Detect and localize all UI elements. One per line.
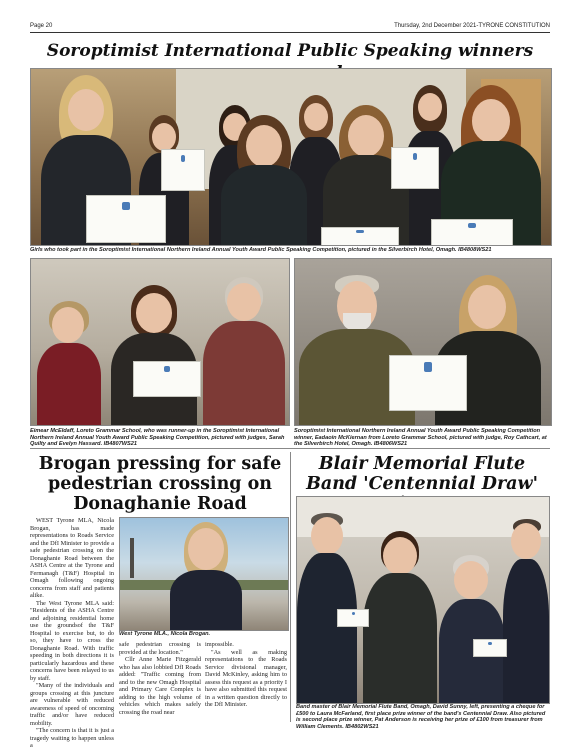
certificate (321, 227, 399, 246)
paragraph: impossible. (205, 641, 234, 648)
paragraph: "The concern is that it is just a tragedy waiting to happen unless a (30, 727, 114, 749)
group-photo-caption: Girls who took part in the Soroptimist International Northern Ireland Annual Youth Award Public Speaking Competition, pictured in the Silverbirch Hotel, Omagh. IB4808WS21 (30, 247, 492, 253)
runner-up-photo (30, 258, 290, 426)
page-number: Page 20 (30, 23, 53, 29)
brogan-column-3 (205, 641, 287, 709)
certificate (391, 147, 439, 189)
certificate (389, 355, 467, 411)
certificate (86, 195, 166, 243)
certificate (133, 361, 201, 397)
header-rule (30, 32, 550, 33)
flute-band-photo (296, 496, 550, 704)
brogan-photo-caption: West Tyrone MLA., Nicola Brogan. (119, 631, 211, 637)
blair-headline: Blair Memorial Flute Band 'Centennial Draw' (306, 454, 538, 494)
group-photo (30, 68, 552, 246)
paragraph: The West Tyrone MLA said: "Residents of the ASHA Centre and adjoining residential home use the groundsof the T&F Hospital to exercise but, to do so, they have to cross the Donaghanie Road. With traffic speeding in both directions it is particularly hazardous and these concerns have been relayed to us by staff. (30, 599, 114, 682)
paragraph: Cllr Anne Marie Fitzgerald who has also lobbied DfI Roads added: "Traffic coming from and to the new Omagh Hospital and Primary Care Complex is adding to the high volume of vehicles which makes safely crossing the road near (119, 656, 201, 716)
brogan-column-1 (30, 517, 114, 750)
paragraph: "As well as making representations to the Roads Service divisional manager, David McKinley, asking him to assess this request as a priority I have also submitted this request in a written question directly to the DfI Minister. (205, 648, 287, 708)
flute-band-caption: Band master of Blair Memorial Flute Band, Omagh, David Sunny, left, presenting a cheque for £500 to Laura McFarland, first place prize winner of the band's Centennial Draw. Also pictured is second place prize winner, Pat Anderson is receiving her prize of £100 from treasurer from William Clements. IB4802WS21 (296, 704, 546, 730)
winner-caption: Soroptimist International Northern Ireland Annual Youth Award Public Speaking Competition winner, Eadaoin McKiernan from Loreto Grammar School, pictured with judge, Roy Cathcart, at the Silverbirch Hotel, Omagh. IB4806WS21 (294, 428, 547, 448)
certificate (431, 219, 513, 246)
paragraph: WEST Tyrone MLA, Nicola Brogan, has made representations to Roads Service and the DfI Minister to provide a safe pedestrian crossing on the Donaghanie Road between the ASHA Centre at the Tyrone and Fermanagh (T&F) Hospital in Omagh following ongoing concerns from staff and patients alike. (30, 517, 114, 599)
certificate (161, 149, 205, 191)
brogan-column-2 (119, 641, 201, 716)
section-rule (30, 448, 550, 449)
cheque (473, 639, 507, 657)
main-headline: Soroptimist International Public Speaking winners (46, 41, 534, 61)
paragraph: safe pedestrian crossing is provided at the location." (119, 641, 201, 656)
winner-photo (294, 258, 552, 426)
column-rule (290, 452, 291, 722)
cheque (337, 609, 369, 627)
paragraph: "Many of the individuals and groups crossing at this juncture are vulnerable with reduced awareness of speed of oncoming traffic and/or have reduced mobility. (30, 682, 114, 727)
dateline: Thursday, 2nd December 2021-TYRONE CONSTITUTION (394, 23, 550, 29)
brogan-headline: Brogan pressing for safe pedestrian crossing on Donaghanie Road (38, 454, 282, 514)
brogan-photo (119, 517, 289, 631)
runner-up-caption: Eimear McEldaff, Loreto Grammar School, who was runner-up in the Soroptimist International Northern Ireland Annual Youth Award Public Speaking Competition, pictured with judges, Sarah Quilty and Evelyn Hassard. IB4807WS21 (30, 428, 285, 448)
